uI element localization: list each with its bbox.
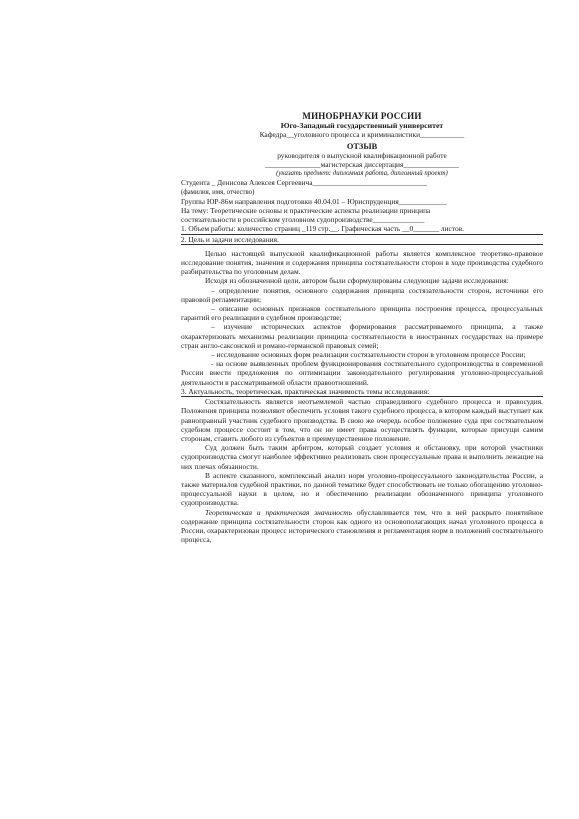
- student-line: Студента _ Денисова Алексея Сергеевича_______________________________: [181, 178, 428, 188]
- task-item-1: – определение понятия, основного содержания принципа состязательности сторон, источники его правовой регламентации;: [181, 285, 543, 304]
- ministry-heading: МИНОБРНАУКИ РОССИИ: [302, 112, 422, 121]
- university-name: Юго-Западный государственный университет: [280, 121, 444, 131]
- paragraph-tasks-intro: Исходя из обозначенной цели, автором были сформулированы следующие задачи исследования:: [205, 276, 509, 286]
- item-relevance: 3. Актуальность, теоретическая, практическая значимость темы исследования:: [181, 387, 543, 397]
- paragraph-relevance-1: Состязательность является неотъемлемой частью справедливого судебного процесса и правосудия. Положения принципа позволяют обеспечить условия такого судебного процесса, в котором каждый выступает как равноправный участник судебного производства. В свою же очередь особое положение суда при состязательном судебном процессе состоит в том, что он не имеет права осуществлять функции, которые присущи самим сторонам, ставить любого из субъектов в преимущественное положение.: [181, 397, 543, 443]
- task-item-3: – изучение исторических аспектов формирования рассматриваемого принципа, а также охарактеризовать механизмы реализации принципа состязательности в иностранных государствах на примере стран англо-саксонской и романо-германской правовых семей;: [181, 322, 543, 350]
- paragraph-goal: Целью настоящей выпускной квалификационной работы является комплексное теоретико-правовое исследование понятия, значения и содержания принципа состязательности сторон в ходе производства судебного разбирательства по уголовным делам.: [181, 248, 543, 277]
- task-item-2: – описание основных признаков состязательного принципа построения процесса, процессуальных гарантий его реализации в судебном производстве;: [181, 304, 543, 323]
- significance-emphasis: Теоретическая и практическая значимость: [205, 507, 352, 517]
- student-hint: (фамилия, имя, отчество): [181, 188, 255, 196]
- document-subtitle: руководителя о выпускной квалификационной работе: [277, 150, 447, 160]
- group-line: Группы ЮР-86м направления подготовки 40.04.01 – Юриспруденция_____________: [181, 196, 447, 206]
- review-document: [181, 112, 543, 544]
- paragraph-significance: [181, 508, 543, 545]
- item-volume: 1. Объем работы: количество страниц _119 стр.__. Графическая часть __0_______ листов.: [181, 224, 543, 234]
- paragraph-relevance-2: Суд должен быть таким арбитром, который создает условия и обстановку, при которой участники судопроизводства смогут наиболее эффективно реализовать свои процессуальные права и выполнить лежащие на них плечах обязанности.: [181, 443, 543, 471]
- work-type-line: _______________магистерская диссертация_______________: [265, 160, 459, 170]
- department-line: Кафедра__уголовного процесса и криминалистики____________: [259, 130, 465, 140]
- task-item-4: – исследование основных форм реализации состязательности сторон в уголовном процессе России;: [211, 350, 526, 360]
- item-goals: 2. Цель и задачи исследования.: [181, 235, 543, 245]
- paragraph-relevance-3: В аспекте сказанного, комплексный анализ норм уголовно-процессуального законодательства России, а также материалов судебной практики, по данной тематике будет способствовать не только обогащению уголовно-процессуальной науки в целом, но и обеспечению реализации обозначенного принципа уголовного судопроизводства.: [181, 470, 543, 508]
- task-item-5: - на основе выявленных проблем функционирования состязательного судопроизводства в современной России внести предложения по оптимизации законодательного регулирования уголовно-процессуальной деятельности в рассматриваемой области правоотношений.: [181, 359, 543, 387]
- work-type-hint: (указать предмет: дипломная работа, дипломный проект): [276, 170, 448, 178]
- topic-line-1: На тему: Теоретические основы и практические аспекты реализации принципа: [181, 206, 431, 216]
- significance-text: обуславливается тем, что в ней раскрыто понятийное содержание принципа состязательности сторон как одного из основополагающих начал уголовного процесса в России, охарактеризован процесс исторического становления и регламентация норм в положений состязательного процесса,: [181, 507, 543, 545]
- document-title: ОТЗЫВ: [346, 141, 378, 151]
- topic-line-2: состязательности в российском уголовном судопроизводстве______________: [181, 215, 425, 225]
